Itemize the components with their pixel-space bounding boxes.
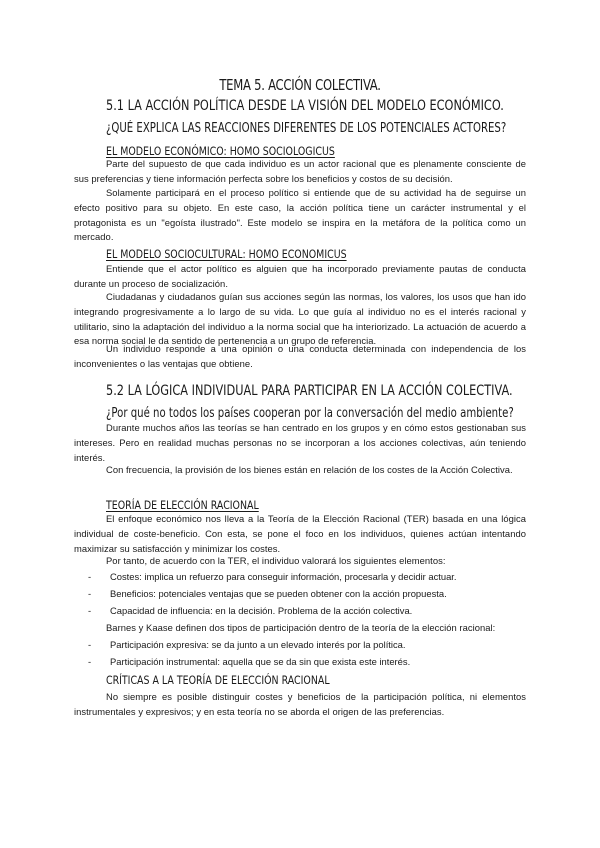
ter-list-item-text: Beneficios: potenciales ventajas que se pueden obtener con la acción propuesta. — [110, 588, 447, 599]
participation-list-item: - Participación expresiva: se da junto a un elevado interés por la política. — [88, 639, 406, 650]
ter-list-item: - Capacidad de influencia: en la decisión. Problema de la acción colectiva. — [88, 605, 413, 616]
section-1-question: ¿QUÉ EXPLICA LAS REACCIONES DIFERENTES DE LOS POTENCIALES ACTORES? — [106, 121, 507, 136]
ter-list-item-text: Costes: implica un refuerzo para conseguir información, procesarla y decidir actuar. — [110, 571, 457, 582]
ter-list-item: - Beneficios: potenciales ventajas que se pueden obtener con la acción propuesta. — [88, 588, 447, 599]
criticas-paragraph: No siempre es posible distinguir costes y beneficios de la participación política, ni elementos instrumentales y expresivos; y en esta teoría no se aborda el origen de las preferencias. — [74, 691, 526, 717]
ter-paragraph-3: Barnes y Kaase definen dos tipos de participación dentro de la teoría de la elección racional: — [106, 622, 496, 633]
homo-sociologicus-heading: EL MODELO ECONÓMICO: HOMO SOCIOLOGICUS — [106, 144, 335, 158]
criticas-heading: CRÍTICAS A LA TEORÍA DE ELECCIÓN RACIONAL — [106, 673, 330, 687]
ter-heading: TEORÍA DE ELECCIÓN RACIONAL — [106, 498, 259, 512]
participation-list-item-text: Participación instrumental: aquella que se da sin que exista este interés. — [110, 656, 411, 667]
section-2-heading: 5.2 LA LÓGICA INDIVIDUAL PARA PARTICIPAR EN LA ACCIÓN COLECTIVA. — [106, 383, 513, 399]
document-title: TEMA 5. ACCIÓN COLECTIVA. — [219, 76, 381, 94]
ter-list-item: - Costes: implica un refuerzo para conseguir información, procesarla y decidir actuar. — [88, 571, 457, 582]
section-2-paragraph-2: Con frecuencia, la provisión de los bienes están en relación de los costes de la Acción Colectiva. — [106, 464, 513, 475]
homo-economicus-paragraph-1: Entiende que el actor político es alguien que ha incorporado previamente pautas de conducta durante un proceso de socialización. — [74, 263, 526, 289]
homo-sociologicus-paragraph-2: Solamente participará en el proceso político si entiende que de su actividad ha de seguirse un efecto positivo para su objeto. En este caso, la acción política tiene un carácter instrumental y el protagonista es un "egoísta ilustrado". Este modelo se inspira en la metáfora de la política como un mercado. — [74, 187, 526, 243]
homo-economicus-heading: EL MODELO SOCIOCULTURAL: HOMO ECONOMICUS — [106, 247, 347, 261]
homo-economicus-paragraph-3: Un individuo responde a una opinión o una conducta determinada con independencia de los inconvenientes o las ventajas que obtiene. — [74, 343, 526, 369]
ter-list-item-text: Capacidad de influencia: en la decisión. Problema de la acción colectiva. — [110, 605, 413, 616]
section-2-paragraph-1: Durante muchos años las teorías se han centrado en los grupos y en cómo estos gestionaban sus intereses. Pero en realidad muchas personas no se incorporan a los acciones colectivas, aún teniendo interés. — [74, 422, 526, 463]
participation-list-item: - Participación instrumental: aquella que se da sin que exista este interés. — [88, 656, 411, 667]
section-2-question: ¿Por qué no todos los países cooperan por la conversación del medio ambiente? — [106, 406, 514, 421]
homo-sociologicus-paragraph-1: Parte del supuesto de que cada individuo es un actor racional que es plenamente consciente de sus preferencias y tiene información perfecta sobre los beneficios y costos de su decisión. — [74, 158, 526, 184]
section-1-heading: 5.1 LA ACCIÓN POLÍTICA DESDE LA VISIÓN DEL MODELO ECONÓMICO. — [106, 98, 504, 114]
homo-economicus-paragraph-2: Ciudadanas y ciudadanos guían sus acciones según las normas, los valores, los usos que han ido integrando progresivamente a lo largo de su vida. Lo que guía al individuo no es el interés racional y utilitario, sino la adaptación del individuo a la norma social que ha interiorizado. La actuación de acuerdo a esa norma social le da sentido de pertenencia a un grupo de referencia. — [74, 291, 526, 347]
participation-list-item-text: Participación expresiva: se da junto a un elevado interés por la política. — [110, 639, 406, 650]
ter-paragraph-2: Por tanto, de acuerdo con la TER, el individuo valorará los siguientes elementos: — [106, 555, 446, 566]
ter-paragraph-1: El enfoque económico nos lleva a la Teoría de la Elección Racional (TER) basada en una lógica individual de coste-beneficio. Con esta, se pone el foco en los individuos, quienes actúan intentando maximizar su satisfacción y minimizar los costes. — [74, 513, 526, 554]
